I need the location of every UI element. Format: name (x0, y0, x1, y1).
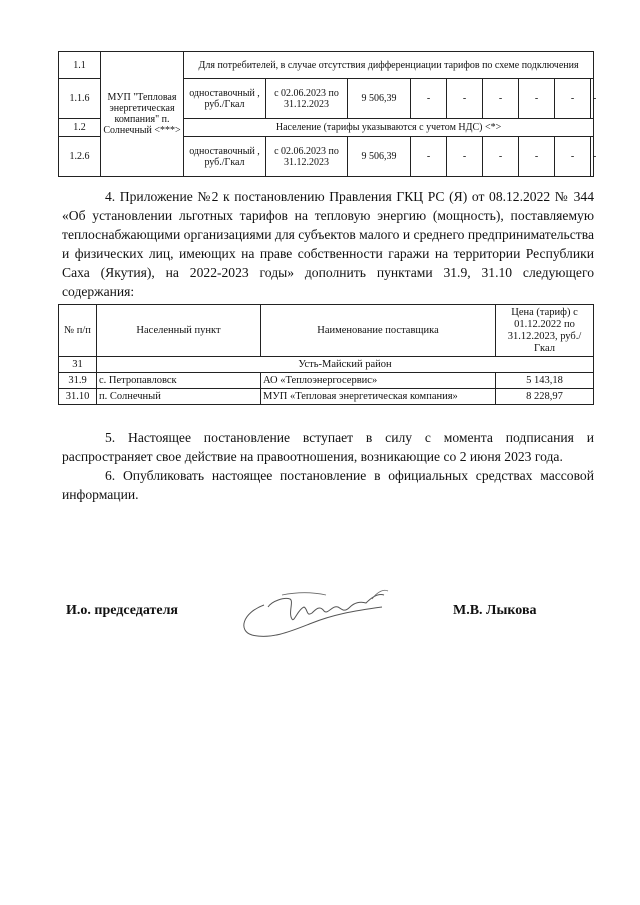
row-number: 1.1.6 (59, 79, 101, 119)
value-cell: 9 506,39 (348, 137, 411, 177)
dash-cell: - (483, 79, 519, 119)
place-cell: п. Солнечный (97, 389, 261, 405)
signatory-title: И.о. председателя (66, 603, 179, 618)
dash-cell: - (591, 79, 594, 119)
category-cell: Для потребителей, в случае отсутствия дифференциации тарифов по схеме подключения (184, 52, 594, 79)
header-num: № п/п (59, 305, 97, 357)
table-row (59, 373, 594, 389)
header-price: Цена (тариф) с 01.12.2022 по 31.12.2023, руб./Гкал (496, 305, 594, 357)
period-cell: с 02.06.2023 по 31.12.2023 (266, 137, 348, 177)
price-cell: 8 228,97 (496, 389, 594, 405)
place-cell: с. Петропавловск (97, 373, 261, 389)
paragraph-4: 4. Приложение №2 к постановлению Правления ГКЦ РС (Я) от 08.12.2022 № 344 «Об установлении льготных тарифов на тепловую энергию (мощность), поставляемую теплоснабжающими организациями для субъектов малого и среднего предпринимательства и физических лиц, имеющих на праве собственности гаражи на территории Республики Саха (Якутия), на 2022-2023 годы» дополнить пунктами 31.9, 31.10 следующего содержания: (62, 189, 595, 299)
dash-cell: - (447, 79, 483, 119)
paragraph-6: 6. Опубликовать настоящее постановление в официальных средствах массовой информации. (62, 468, 594, 502)
dash-cell: - (591, 137, 594, 177)
dash-cell: - (483, 137, 519, 177)
table-row (59, 389, 594, 405)
period-cell: с 02.06.2023 по 31.12.2023 (266, 79, 348, 119)
row-number: 1.2 (59, 119, 101, 137)
value-cell: 9 506,39 (348, 79, 411, 119)
district-name: Усть-Майский район (97, 357, 594, 373)
header-place: Населенный пункт (97, 305, 261, 357)
tariff-table (58, 51, 597, 177)
table-row (59, 52, 594, 79)
category-cell: Население (тарифы указываются с учетом НДС) <*> (184, 119, 594, 137)
dash-cell: - (411, 137, 447, 177)
table-row (59, 357, 594, 373)
row-number: 31.9 (59, 373, 97, 389)
row-number: 1.2.6 (59, 137, 101, 177)
unit-cell: одноставочный , руб./Гкал (184, 79, 266, 119)
paragraph-5: 5. Настоящее постановление вступает в силу с момента подписания и распространяет свое действие на правоотношения, возникающие со 2 июня 2023 года. (62, 430, 594, 464)
supplier-cell: АО «Теплоэнергосервис» (261, 373, 496, 389)
handwritten-signature (232, 585, 392, 645)
supplier-cell: МУП «Тепловая энергетическая компания» (261, 389, 496, 405)
price-cell: 5 143,18 (496, 373, 594, 389)
dash-cell: - (555, 79, 591, 119)
unit-cell: одноставочный , руб./Гкал (184, 137, 266, 177)
dash-cell: - (447, 137, 483, 177)
table-header-row (59, 305, 594, 357)
district-num: 31 (59, 357, 97, 373)
supplier-cell: МУП "Тепловая энергетическая компания" п. Солнечный <***> (101, 52, 184, 177)
dash-cell: - (519, 137, 555, 177)
dash-cell: - (411, 79, 447, 119)
dash-cell: - (555, 137, 591, 177)
header-supplier: Наименование поставщика (261, 305, 496, 357)
signatory-name: М.В. Лыкова (453, 603, 537, 618)
row-number: 1.1 (59, 52, 101, 79)
gkc-tariff-table (58, 304, 594, 405)
dash-cell: - (519, 79, 555, 119)
row-number: 31.10 (59, 389, 97, 405)
